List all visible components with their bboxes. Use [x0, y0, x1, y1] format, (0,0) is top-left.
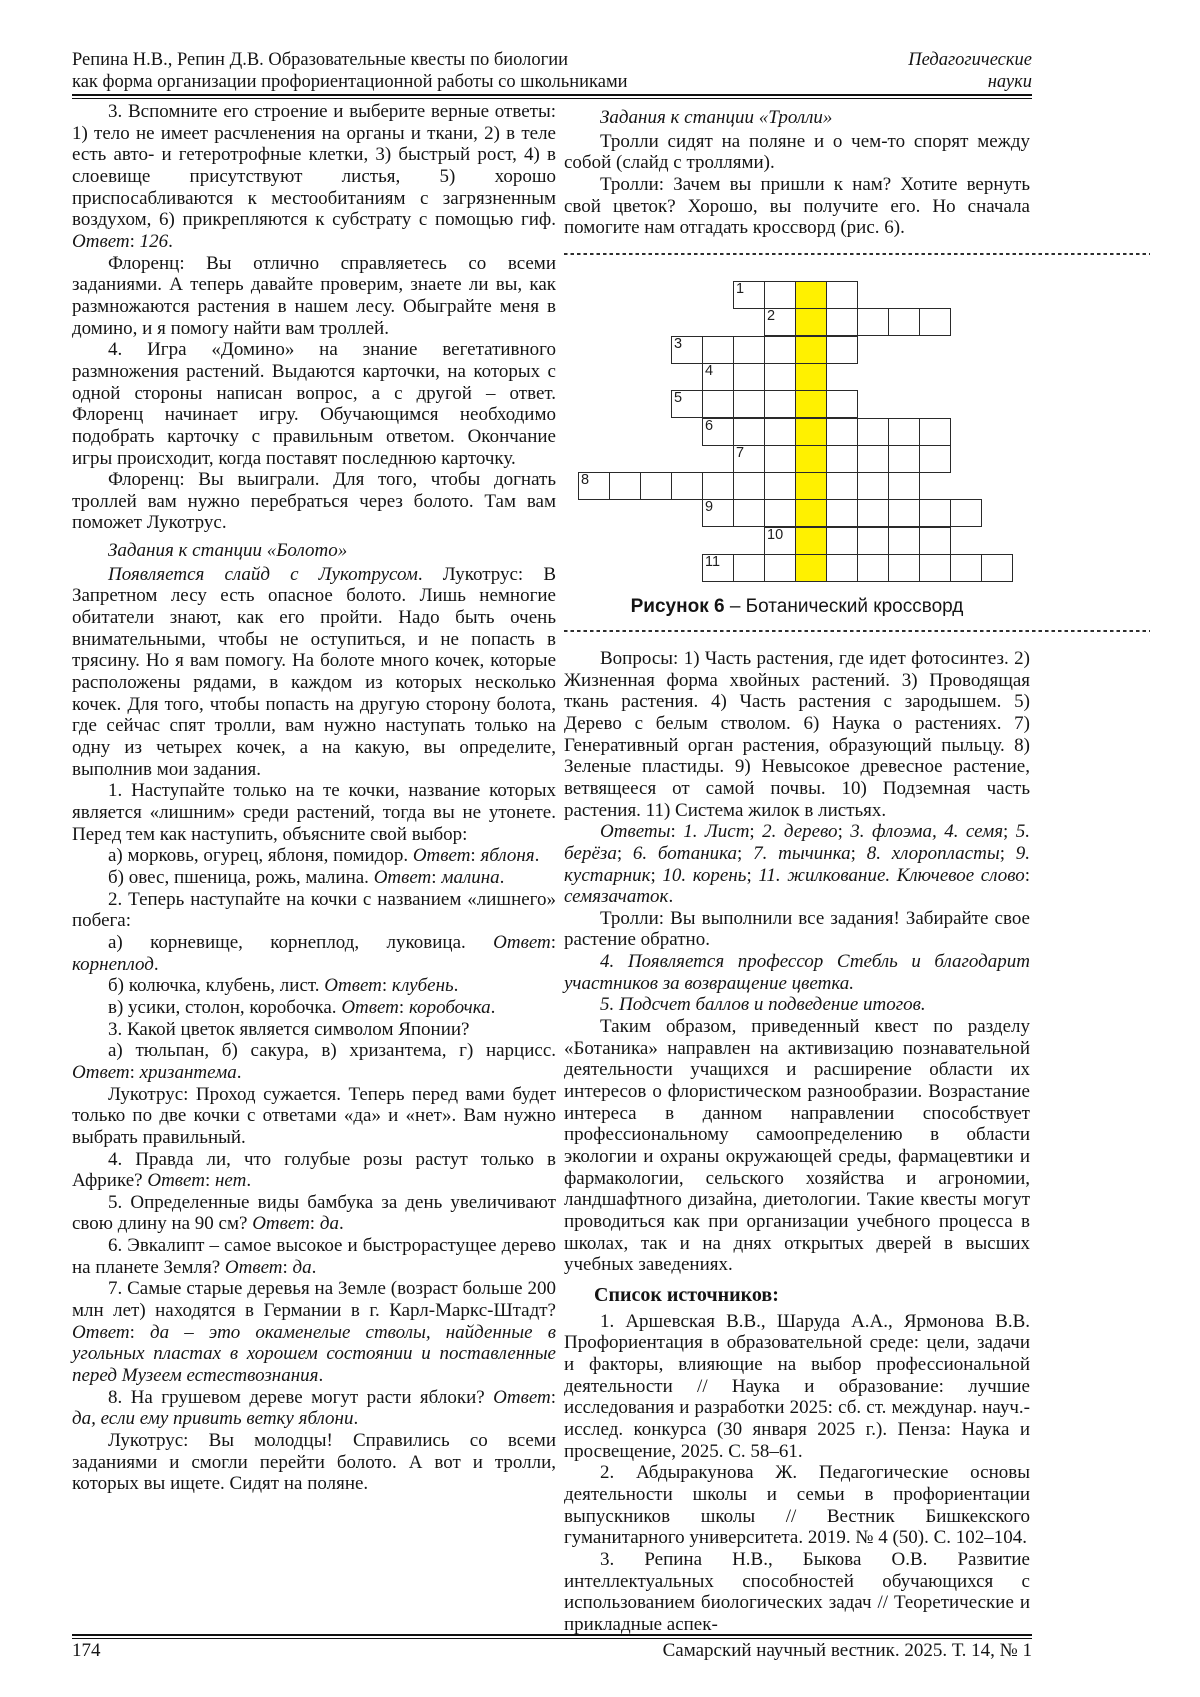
text-segment: .	[311, 1256, 317, 1278]
paragraph	[564, 1549, 1030, 1636]
crossword-cell-key	[795, 336, 827, 364]
text-segment: :	[431, 866, 442, 888]
crossword-cell	[733, 472, 765, 500]
crossword-cell	[702, 418, 734, 446]
crossword-cell	[857, 527, 889, 555]
text-segment: :	[129, 230, 140, 252]
text-segment: 2. Теперь наступайте на кочки с названием «лишнего» побега:	[72, 888, 556, 932]
crossword-cell	[919, 308, 951, 336]
crossword-cell	[671, 336, 703, 364]
paragraph	[564, 174, 1030, 239]
text-segment: .	[236, 1061, 242, 1083]
crossword-cell-key	[795, 499, 827, 527]
text-segment: 7. тычинка	[753, 842, 851, 864]
text-segment: .	[490, 996, 496, 1018]
crossword-cell	[857, 499, 889, 527]
dashed-separator	[564, 253, 1150, 255]
text-segment: да	[292, 1256, 312, 1278]
text-segment: Ответ	[412, 845, 471, 867]
crossword-cell	[733, 390, 765, 418]
paragraph	[72, 1387, 556, 1430]
crossword-cell-key	[795, 363, 827, 391]
crossword-cell	[857, 308, 889, 336]
text-segment: Вопросы: 1) Часть растения, где идет фотосинтез. 2) Жизненная форма хвойных растений. 3) Проводящая ткань растения. 4) Часть растения с зародышем. 5) Дерево с белым стволом. 6) Наука о растениях. 7) Генеративный орган растения, образующий пыльцу. 8) Зеленые пластиды. 9) Невысокое древесное растение, ветвящееся от самой почвы. 10) Подземная часть растения. 11) Система жилок в листьях.	[564, 647, 1030, 821]
crossword-clue-number: 2	[767, 307, 776, 324]
right-column	[564, 101, 1030, 1635]
paragraph	[72, 975, 556, 997]
text-segment: 2. дерево	[762, 821, 838, 843]
crossword-cell	[826, 308, 858, 336]
paragraph	[72, 1084, 556, 1149]
text-segment: Тролли: Зачем вы пришли к нам? Хотите вернуть свой цветок? Хорошо, вы получите его. Но сначала помогите нам отгадать кроссворд (рис. 6).	[564, 173, 1030, 239]
text-segment: да	[319, 1213, 339, 1235]
text-segment: б) колючка, клубень, лист.	[108, 975, 325, 997]
crossword-cell	[764, 554, 796, 582]
paragraph	[72, 932, 556, 975]
text-segment: Флоренц: Вы отлично справляетесь со всеми заданиями. А теперь давайте проверим, знаете ли вы, как размножаются растения в нашем лесу. Обыграйте меня в домино, и я помогу найти вам троллей.	[72, 252, 556, 339]
crossword-cell	[764, 472, 796, 500]
paragraph	[564, 994, 1030, 1016]
text-segment: корнеплод	[72, 953, 154, 975]
text-segment: Ответы	[600, 821, 671, 843]
text-segment: ;	[746, 864, 759, 886]
text-segment: нет	[214, 1170, 247, 1192]
crossword-cell	[826, 445, 858, 473]
text-segment: 4. Игра «Домино» на знание вегетативного размножения растений. Выдаются карточки, на которых с одной стороны написан вопрос, а с другой – ответ. Флоренц начинает игру. Обучающимся необходимо подобрать карточку с правильным ответом. Окончание игры происходит, когда поставят последнюю карточку.	[72, 339, 556, 469]
crossword-cell	[702, 390, 734, 418]
header-section-line1: Педагогические	[908, 50, 1032, 70]
crossword-clue-number: 9	[705, 498, 714, 515]
dashed-separator	[564, 630, 1150, 632]
text-segment: .	[246, 1170, 252, 1192]
text-segment: 9. кустарник	[564, 842, 1031, 886]
text-segment: Ответ	[72, 1061, 130, 1083]
text-segment: 8. На грушевом дереве могут расти яблоки?	[108, 1386, 494, 1408]
text-segment: 3. Какой цветок является символом Японии?	[108, 1018, 470, 1040]
crossword-cell	[826, 336, 858, 364]
crossword-cell	[888, 472, 920, 500]
header-section-line2: науки	[987, 71, 1032, 92]
crossword-cell	[826, 390, 858, 418]
crossword-cell	[919, 418, 951, 446]
journal-footer: Самарский научный вестник. 2025. Т. 14, № 1	[662, 1640, 1032, 1661]
text-segment: :	[282, 1256, 293, 1278]
text-segment: .	[168, 230, 173, 252]
crossword-cell-key	[795, 527, 827, 555]
crossword-cell-key	[795, 281, 827, 309]
text-segment: 3. Вспомните его строение и выберите верные ответы: 1) тело не имеет расчленения на органы и ткани, 2) в теле есть авто- и гетеротрофные клетки, 3) быстрый рост, 4) в слоевище присутствуют листья, 5) хорошо приспосабливаются к местообитаниям с загрязненным воздухом, 6) прикрепляются к субстрату с помощью гиф.	[72, 101, 556, 231]
text-segment: . Лукотрус: В Запретном лесу есть опасное болото. Лишь немногие обитатели знают, как его пройти. Надо быть очень внимательными, чтобы не оступиться, и не попасть в трясину. Но я вам помогу. На болоте много кочек, которые расположены рядами, в каждом из которых несколько кочек. Для того, чтобы попасть на другую сторону болота, где сейчас спят тролли, вам нужно наступать только на одну из четырех кочек, а на какую, вы определите, выполнив мои задания.	[72, 563, 557, 780]
text-segment: Лукотрус: Вы молодцы! Справились со всеми заданиями и смогли перейти болото. А вот и тролли, которых вы ищете. Сидят на поляне.	[72, 1430, 556, 1495]
text-segment: ;	[1003, 821, 1016, 843]
text-segment: .	[534, 845, 540, 867]
text-segment: 7. Самые старые деревья на Земле (возраст больше 200 млн лет) находятся в Германии в г. Карл-Маркс-Штадт?	[72, 1278, 556, 1322]
paragraph	[72, 1192, 556, 1235]
paragraph	[72, 780, 556, 845]
header-author-line1: Репина Н.В., Репин Д.В. Образовательные квесты по биологии	[72, 50, 569, 70]
header-rule	[72, 94, 1032, 99]
crossword-cell	[702, 336, 734, 364]
crossword-cell	[919, 554, 951, 582]
text-segment: :	[129, 1061, 140, 1083]
text-segment: Список источников:	[594, 1283, 779, 1306]
text-segment: Ответ	[147, 1170, 205, 1192]
text-segment: :	[470, 845, 481, 867]
crossword-grid	[564, 281, 1030, 583]
text-segment: Ответ	[493, 931, 551, 953]
text-segment: .	[153, 953, 159, 975]
crossword-cell	[857, 472, 889, 500]
crossword-cell	[888, 527, 920, 555]
crossword-cell-key	[795, 418, 827, 446]
header-author-line2: как форма организации профориентационной работы со школьниками	[72, 71, 628, 92]
crossword-cell	[857, 418, 889, 446]
text-segment: 6. Эвкалипт – самое высокое и быстрорастущее дерево на планете Земля?	[72, 1235, 556, 1278]
text-segment: 5. берёза	[564, 821, 1031, 864]
paragraph	[72, 1149, 556, 1192]
paragraph	[72, 564, 556, 781]
crossword-cell	[919, 527, 951, 555]
text-segment: :	[550, 1386, 556, 1408]
text-segment: .	[338, 1213, 344, 1235]
text-segment: – Ботанический кроссворд	[724, 595, 964, 617]
text-segment: б) овес, пшеница, рожь, малина.	[108, 866, 374, 888]
crossword-clue-number: 5	[674, 389, 683, 406]
crossword-cell	[888, 554, 920, 582]
crossword-cell	[826, 499, 858, 527]
paragraph	[72, 101, 556, 253]
crossword-cell	[888, 418, 920, 446]
crossword-cell	[826, 281, 858, 309]
paragraph	[564, 1462, 1030, 1549]
crossword-cell	[702, 499, 734, 527]
left-column	[72, 101, 556, 1495]
text-segment: 4. Правда ли, что голубые розы растут только в Африке?	[72, 1148, 556, 1192]
text-segment: в) усики, столон, коробочка.	[108, 996, 342, 1018]
text-segment: 5. Определенные виды бамбука за день увеличивают свою длину на 90 см?	[72, 1191, 556, 1235]
text-segment: Ответ	[72, 1321, 130, 1343]
crossword-cell	[764, 281, 796, 309]
crossword-clue-number: 1	[736, 280, 745, 297]
crossword-cell	[950, 554, 982, 582]
text-segment: Тролли: Вы выполнили все задания! Забирайте свое растение обратно.	[564, 907, 1030, 951]
crossword-cell	[826, 418, 858, 446]
crossword-clue-number: 7	[736, 444, 745, 461]
crossword-cell	[733, 281, 765, 309]
references-heading	[564, 1285, 1030, 1307]
crossword-cell	[888, 445, 920, 473]
figure-caption	[564, 595, 1030, 618]
text-segment: ;	[749, 821, 763, 843]
crossword-cell	[888, 499, 920, 527]
crossword-cell-key	[795, 390, 827, 418]
text-segment: :	[309, 1213, 320, 1235]
text-segment: Ответ	[324, 975, 382, 997]
paragraph	[564, 648, 1030, 821]
crossword-cell	[888, 308, 920, 336]
text-segment: да – это окаменелые стволы, найденные в угольных пластах в хорошем состоянии и поставленные перед Музеем естествознания	[72, 1321, 557, 1387]
text-segment: 2. Абдыракунова Ж. Педагогические основы деятельности школы и семьи в профориентации выпускников школы // Вестник Бишкекского гуманитарного университета. 2019. № 4 (50). С. 102–104.	[564, 1462, 1030, 1549]
crossword-cell	[764, 445, 796, 473]
text-segment: 6. ботаника	[632, 842, 738, 864]
crossword-cell-key	[795, 472, 827, 500]
paragraph	[72, 845, 556, 867]
paragraph	[564, 131, 1030, 174]
text-segment: 11. жилкование. Ключевое слово	[758, 864, 1025, 886]
crossword-cell	[950, 499, 982, 527]
crossword-cell	[764, 336, 796, 364]
crossword-cell	[981, 554, 1013, 582]
station-heading	[72, 540, 556, 562]
text-segment: Ответ	[252, 1213, 310, 1235]
text-segment: 1. Аршевская В.В., Шаруда А.А., Ярмонова В.В. Профориентация в образовательной среде: цели, задачи и факторы, влияющие на выбор профессиональной деятельности // Наука и образование: лучшие исследования и разработки 2025: сб. ст. междунар. науч.-исслед. конкурса (30 января 2025 г.). Пенза: Наука и просвещение, 2025. С. 58–61.	[564, 1310, 1030, 1462]
paragraph	[564, 1016, 1030, 1276]
crossword-cell	[826, 472, 858, 500]
text-segment: Появляется слайд с Лукотрусом	[108, 563, 418, 585]
text-segment: 10. корень	[662, 864, 747, 886]
paragraph	[72, 889, 556, 932]
text-segment: 3. Репина Н.В., Быкова О.В. Развитие интеллектуальных способностей обучающихся с использованием биологических задач // Теоретические и прикладные аспек-	[564, 1548, 1030, 1635]
text-segment: семязачаток	[564, 886, 669, 908]
text-segment: .	[318, 1365, 324, 1387]
crossword-cell-key	[795, 554, 827, 582]
crossword-clue-number: 11	[705, 553, 721, 570]
crossword-cell	[733, 418, 765, 446]
paragraph	[72, 997, 556, 1019]
text-segment: ;	[850, 842, 867, 864]
paragraph	[564, 821, 1030, 908]
text-segment: Ответ	[373, 866, 432, 888]
paragraph	[564, 951, 1030, 994]
text-segment: .	[453, 975, 459, 997]
text-segment: а) корневище, корнеплод, луковица.	[108, 931, 494, 953]
crossword-cell	[826, 527, 858, 555]
crossword-cell	[733, 445, 765, 473]
text-segment: ;	[650, 864, 663, 886]
text-segment: Ответ	[72, 230, 130, 252]
crossword-cell	[764, 418, 796, 446]
paragraph	[72, 1235, 556, 1278]
header-section	[732, 50, 1032, 93]
text-segment: 3. флоэма, 4. семя	[850, 821, 1004, 843]
text-segment: Задания к станции «Болото»	[108, 540, 348, 562]
crossword-cell	[764, 390, 796, 418]
crossword-clue-number: 8	[581, 471, 590, 488]
text-segment: :	[381, 975, 392, 997]
crossword-cell	[764, 308, 796, 336]
crossword-cell	[702, 363, 734, 391]
crossword-cell	[764, 527, 796, 555]
text-segment: Тролли сидят на поляне и о чем-то спорят между собой (слайд с троллями).	[564, 130, 1030, 174]
text-segment: 8. хлоропласты	[866, 842, 1000, 864]
crossword-cell	[671, 472, 703, 500]
text-segment: клубень	[391, 975, 454, 997]
text-segment: 126	[139, 230, 169, 252]
paragraph	[72, 339, 556, 469]
crossword-cell	[733, 499, 765, 527]
paragraph	[72, 1019, 556, 1041]
page-number: 174	[72, 1640, 101, 1661]
paragraph	[564, 908, 1030, 951]
paragraph	[72, 253, 556, 340]
crossword-cell	[857, 445, 889, 473]
text-segment: Флоренц: Вы выиграли. Для того, чтобы догнать троллей вам нужно перебраться через болото. Там вам поможет Лукотрус.	[72, 469, 556, 534]
text-segment: Ответ	[224, 1256, 283, 1278]
crossword-clue-number: 3	[674, 335, 683, 352]
crossword-cell	[640, 472, 672, 500]
text-segment: :	[129, 1321, 151, 1343]
crossword-cell	[826, 554, 858, 582]
crossword-cell-key	[795, 445, 827, 473]
crossword-cell	[919, 445, 951, 473]
crossword-cell	[671, 390, 703, 418]
text-segment: .	[499, 866, 505, 888]
text-segment: :	[550, 931, 556, 953]
text-segment: :	[398, 996, 409, 1018]
crossword-cell	[702, 554, 734, 582]
crossword-cell	[764, 499, 796, 527]
paragraph	[564, 1311, 1030, 1463]
crossword-cell	[764, 363, 796, 391]
paragraph	[72, 469, 556, 534]
crossword-cell	[609, 472, 641, 500]
text-segment: малина	[441, 866, 500, 888]
text-segment: ;	[837, 821, 851, 843]
crossword-cell	[857, 554, 889, 582]
paragraph	[72, 1278, 556, 1386]
text-segment: хризантема	[139, 1061, 237, 1083]
crossword-cell	[578, 472, 610, 500]
text-segment: да, если ему привить ветку яблони	[72, 1408, 354, 1430]
text-segment: а) тюльпан, б) сакура, в) хризантема, г) нарцисс.	[108, 1040, 556, 1062]
text-segment: 5. Подсчет баллов и подведение итогов.	[600, 994, 926, 1016]
text-segment: :	[1024, 864, 1031, 886]
text-segment: :	[204, 1170, 215, 1192]
text-segment: :	[670, 821, 684, 843]
crossword-cell	[702, 472, 734, 500]
text-segment: Ответ	[341, 996, 399, 1018]
paragraph	[72, 1040, 556, 1083]
footer-rule	[72, 1634, 1032, 1639]
header-authors	[72, 50, 712, 93]
text-segment: Ответ	[493, 1386, 551, 1408]
paragraph	[72, 1430, 556, 1495]
text-segment: ;	[616, 842, 633, 864]
text-segment: Лукотрус: Проход сужается. Теперь перед вами будет только по две кочки с ответами «да» и «нет». Вам нужно выбрать правильный.	[72, 1083, 556, 1148]
crossword-cell-key	[795, 308, 827, 336]
text-segment: 1. Лист	[683, 821, 750, 843]
crossword-cell	[733, 554, 765, 582]
text-segment: а) морковь, огурец, яблоня, помидор.	[108, 845, 413, 867]
station-heading	[564, 107, 1030, 129]
text-segment: 4. Появляется профессор Стебль и благодарит участников за возвращение цветка.	[564, 951, 1030, 994]
crossword-clue-number: 10	[767, 526, 784, 543]
crossword-clue-number: 6	[705, 417, 714, 434]
crossword-cell	[733, 336, 765, 364]
text-segment: .	[668, 886, 674, 908]
paragraph	[72, 867, 556, 889]
text-segment: Таким образом, приведенный квест по разделу «Ботаника» направлен на активизацию познавательной деятельности учащихся и расширение области их интересов о флористическом разнообразии. Возрастание интереса в данном направлении способствует профессиональному самоопределению в области экологии и охраны окружающей среды, фармацевтики и фармакологии, сельского хозяйства и агрономии, ландшафтного дизайна, диетологии. Такие квесты могут проводиться как при организации учебного процесса в школах, так и на днях открытых дверей в высших учебных заведениях.	[564, 1016, 1030, 1276]
crossword-cell	[919, 499, 951, 527]
text-segment: .	[353, 1408, 359, 1430]
text-segment: Рисунок 6	[630, 595, 725, 617]
text-segment: ;	[999, 842, 1016, 864]
text-segment: 1. Наступайте только на те кочки, название которых является «лишним» среди растений, тогда вы не утонете. Перед тем как наступить, объясните свой выбор:	[72, 780, 556, 845]
crossword-cell	[733, 363, 765, 391]
text-segment: яблоня	[480, 845, 535, 867]
text-segment: Задания к станции «Тролли»	[600, 107, 833, 128]
text-segment: ;	[737, 842, 754, 864]
crossword-clue-number: 4	[705, 362, 714, 379]
text-segment: коробочка	[408, 996, 491, 1018]
